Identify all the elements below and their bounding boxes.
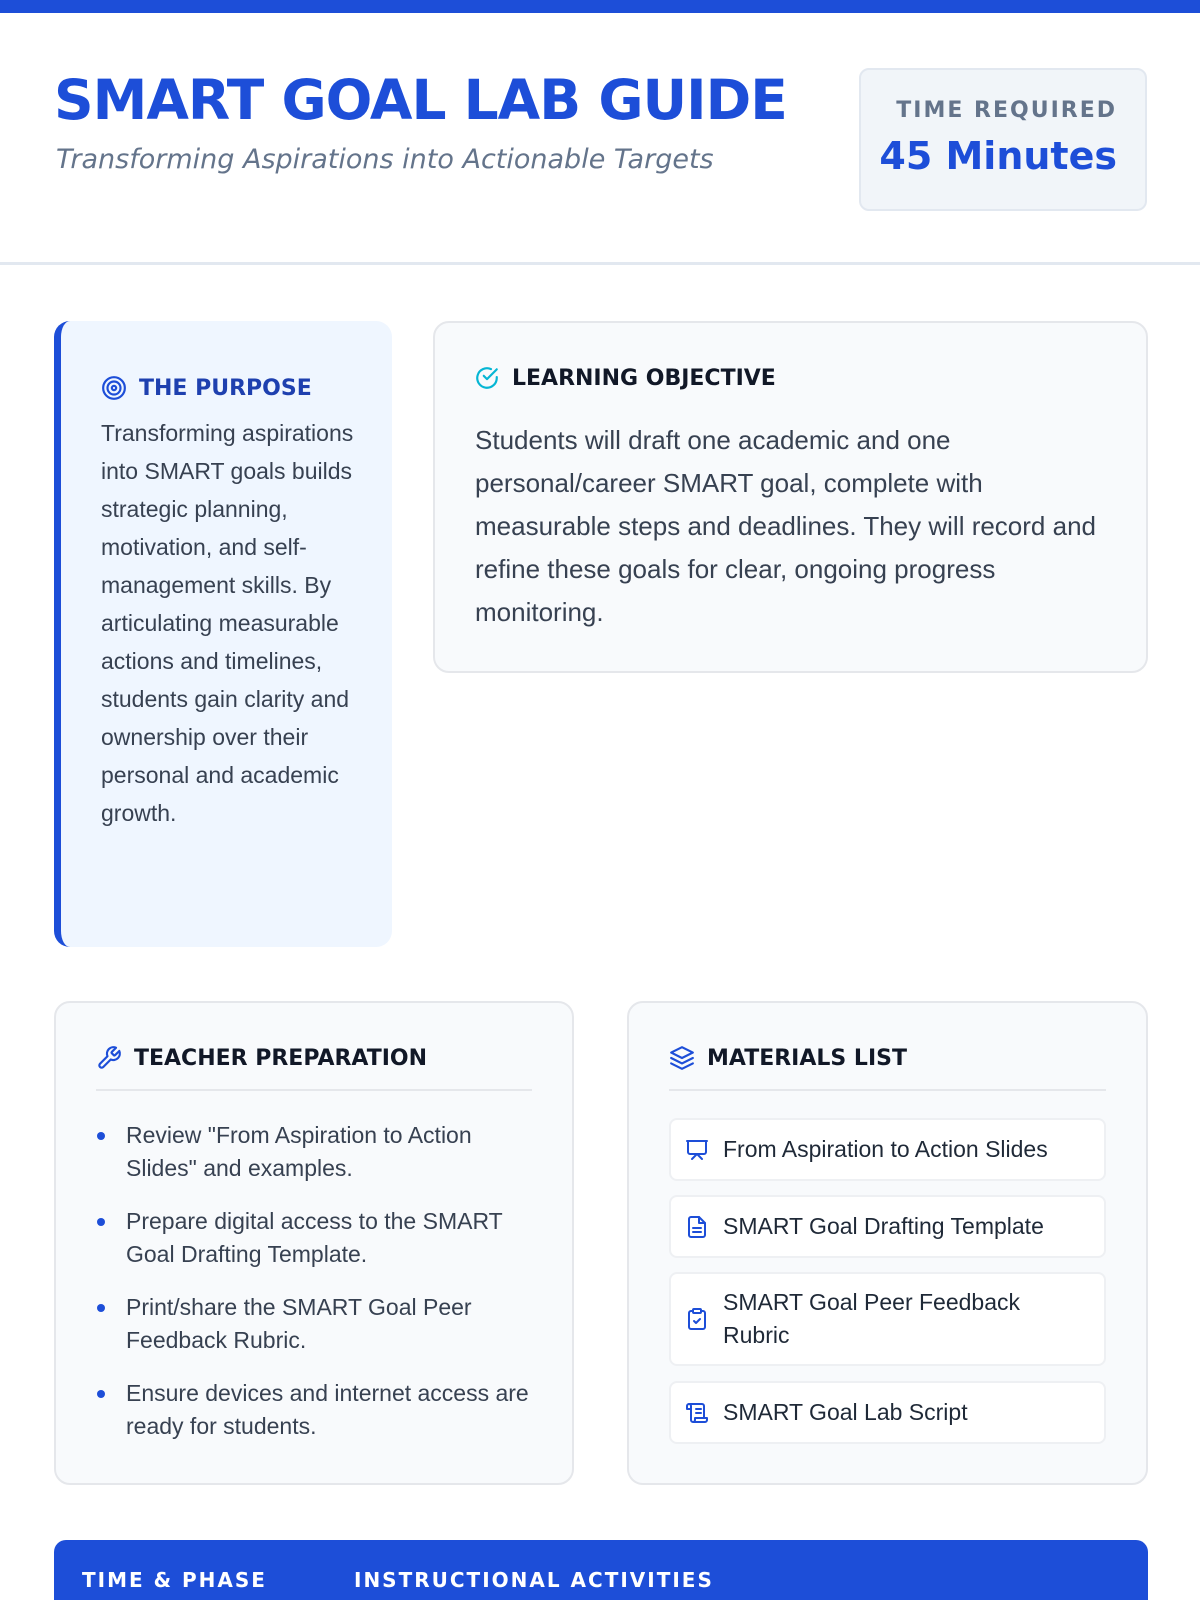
layers-icon	[669, 1045, 695, 1071]
list-item-text: Ensure devices and internet access are ready for students.	[126, 1380, 529, 1439]
page-header	[0, 13, 1200, 265]
time-required-value: 45 Minutes	[879, 134, 1117, 178]
list-item	[96, 1119, 536, 1185]
teacher-preparation-card	[54, 1001, 574, 1485]
list-item-text: Prepare digital access to the SMART Goal Drafting Template.	[126, 1208, 503, 1267]
preparation-heading: TEACHER PREPARATION	[134, 1045, 428, 1071]
material-item-label: SMART Goal Lab Script	[723, 1399, 968, 1425]
list-item-text: Review "From Aspiration to Action Slides" and examples.	[126, 1122, 472, 1181]
objective-heading: LEARNING OBJECTIVE	[512, 365, 776, 391]
target-icon	[101, 375, 127, 401]
materials-heading-row	[669, 1045, 907, 1071]
material-item-script[interactable]	[669, 1381, 1106, 1444]
purpose-heading-row	[101, 375, 312, 401]
preparation-divider	[96, 1089, 532, 1091]
objective-heading-row	[474, 365, 776, 391]
column-header-activities: INSTRUCTIONAL ACTIVITIES	[354, 1568, 714, 1592]
wrench-icon	[96, 1045, 122, 1071]
preparation-list	[96, 1119, 536, 1463]
material-item-label: From Aspiration to Action Slides	[723, 1136, 1048, 1162]
clipboard-check-icon	[685, 1307, 709, 1331]
page-title: SMART GOAL LAB GUIDE	[54, 68, 787, 132]
time-required-label: TIME REQUIRED	[896, 98, 1117, 123]
materials-divider	[669, 1089, 1106, 1091]
list-item	[96, 1377, 536, 1443]
bullet-dot	[97, 1218, 105, 1226]
scroll-icon	[685, 1401, 709, 1425]
page-subtitle: Transforming Aspirations into Actionable Targets	[56, 144, 714, 175]
check-circle-icon	[474, 365, 500, 391]
materials-list-card	[627, 1001, 1148, 1485]
bullet-dot	[97, 1132, 105, 1140]
list-item	[96, 1291, 536, 1357]
document-icon	[685, 1215, 709, 1239]
purpose-heading: THE PURPOSE	[139, 375, 312, 401]
bullet-dot	[97, 1390, 105, 1398]
learning-objective-card	[433, 321, 1148, 673]
list-item	[96, 1205, 536, 1271]
preparation-heading-row	[96, 1045, 427, 1071]
list-item-text: Print/share the SMART Goal Peer Feedback Rubric.	[126, 1294, 472, 1353]
material-item-label: SMART Goal Drafting Template	[723, 1213, 1044, 1239]
purpose-text: Transforming aspirations into SMART goals builds strategic planning, motivation, and self-management skills. By articulating measurable actions and timelines, students gain clarity and ownership over their personal and academic growth.	[101, 420, 354, 826]
material-item-rubric[interactable]	[669, 1272, 1106, 1366]
top-accent-bar	[0, 0, 1200, 13]
purpose-card	[54, 321, 392, 947]
objective-text: Students will draft one academic and one personal/career SMART goal, complete with measurable steps and deadlines. They will record and refine these goals for clear, ongoing progress monitoring.	[475, 425, 1096, 627]
time-required-box	[859, 68, 1147, 211]
material-item-slides[interactable]	[669, 1118, 1106, 1181]
material-item-label: SMART Goal Peer Feedback Rubric	[723, 1289, 1021, 1348]
column-header-time-phase: TIME & PHASE	[82, 1568, 267, 1592]
materials-heading: MATERIALS LIST	[707, 1045, 907, 1071]
bullet-dot	[97, 1304, 105, 1312]
material-item-template[interactable]	[669, 1195, 1106, 1258]
activities-table-header	[54, 1540, 1148, 1600]
presentation-icon	[685, 1138, 709, 1162]
